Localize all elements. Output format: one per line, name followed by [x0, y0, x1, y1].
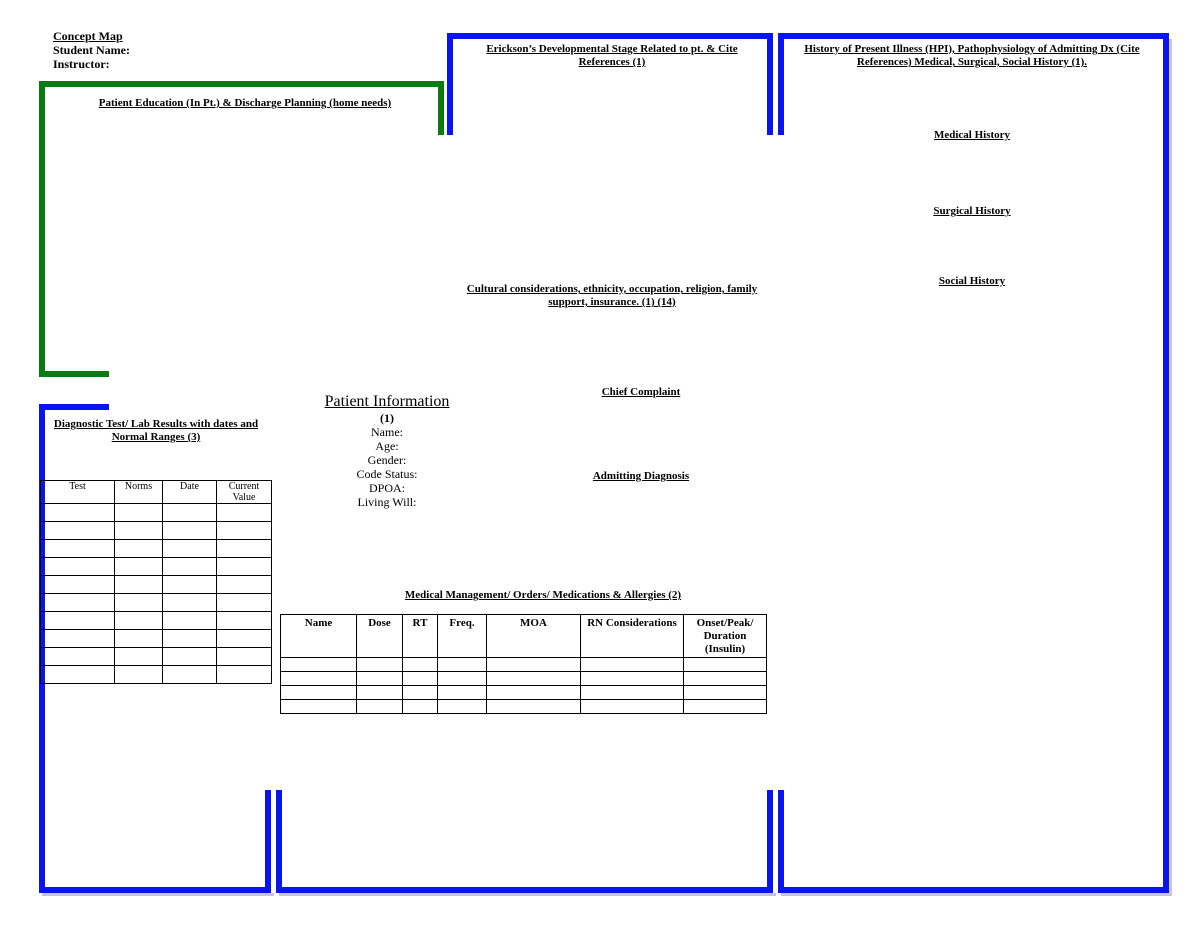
lab-table-cell[interactable]: [41, 594, 115, 612]
frame-top-middle-right: [767, 33, 773, 135]
lab-table-cell[interactable]: [217, 648, 272, 666]
lab-table-cell[interactable]: [163, 504, 217, 522]
lab-table-cell[interactable]: [217, 540, 272, 558]
lab-table-cell[interactable]: [163, 576, 217, 594]
med-table-cell[interactable]: [438, 700, 487, 714]
med-table-cell[interactable]: [581, 672, 684, 686]
frame-green-bottom: [39, 371, 109, 377]
document-header: [53, 29, 130, 71]
med-table-cell[interactable]: [403, 658, 438, 672]
lab-table-cell[interactable]: [163, 630, 217, 648]
lab-table-row: [41, 666, 272, 684]
med-table-cell[interactable]: [281, 658, 357, 672]
med-table-cell[interactable]: [487, 658, 581, 672]
lab-table-cell[interactable]: [115, 504, 163, 522]
med-table-cell[interactable]: [357, 700, 403, 714]
lab-table-cell[interactable]: [115, 666, 163, 684]
lab-col-test: Test: [41, 481, 115, 504]
med-col-name: Name: [281, 615, 357, 658]
lab-table-cell[interactable]: [115, 522, 163, 540]
patient-code-status-label: Code Status:: [356, 467, 418, 481]
lab-table-cell[interactable]: [115, 630, 163, 648]
med-table-cell[interactable]: [581, 686, 684, 700]
patient-education-heading: Patient Education (In Pt.) & Discharge Planning (home needs): [98, 97, 392, 109]
medication-table: [280, 614, 767, 714]
chief-complaint-heading: Chief Complaint: [601, 386, 681, 398]
lab-table-cell[interactable]: [115, 594, 163, 612]
med-table-cell[interactable]: [438, 672, 487, 686]
frame-right-left-lower: [778, 790, 784, 893]
lab-table-row: [41, 576, 272, 594]
patient-age-label: Age:: [375, 439, 399, 453]
frame-right-bottom-shadow: [781, 893, 1172, 896]
frame-left-bottom-shadow: [42, 893, 274, 896]
frame-right-right-shadow: [1169, 39, 1172, 896]
admitting-diagnosis-heading: Admitting Diagnosis: [592, 470, 690, 482]
lab-table-row: [41, 504, 272, 522]
patient-name-label: Name:: [371, 425, 403, 439]
med-table-cell[interactable]: [684, 658, 767, 672]
med-table-cell[interactable]: [357, 686, 403, 700]
med-col-frequency: Freq.: [438, 615, 487, 658]
med-table-cell[interactable]: [281, 672, 357, 686]
frame-left-right: [265, 790, 271, 893]
patient-gender-label: Gender:: [367, 453, 407, 467]
med-table-cell[interactable]: [684, 686, 767, 700]
med-table-cell[interactable]: [684, 672, 767, 686]
diagnostic-tests-heading: Diagnostic Test/ Lab Results with dates and Normal Ranges (3): [53, 418, 259, 443]
med-col-onset-peak-duration: Onset/Peak/ Duration (Insulin): [684, 615, 767, 658]
frame-green-top: [39, 81, 444, 87]
med-col-rn-considerations: RN Considerations: [581, 615, 684, 658]
erickson-heading: Erickson’s Developmental Stage Related to pt. & Cite References (1): [486, 43, 738, 68]
lab-table-cell[interactable]: [217, 630, 272, 648]
med-table-header-row: [281, 615, 767, 658]
lab-table-cell[interactable]: [217, 666, 272, 684]
patient-info-fields: [330, 411, 444, 509]
lab-table-cell[interactable]: [115, 540, 163, 558]
surgical-history-heading: Surgical History: [933, 205, 1011, 217]
lab-table-cell[interactable]: [41, 540, 115, 558]
med-table-cell[interactable]: [281, 686, 357, 700]
lab-table-cell[interactable]: [217, 504, 272, 522]
lab-table-header-row: [41, 481, 272, 504]
lab-table-body: [41, 504, 272, 684]
lab-table-cell[interactable]: [163, 522, 217, 540]
lab-table-cell[interactable]: [163, 612, 217, 630]
med-table-cell[interactable]: [581, 700, 684, 714]
social-history-heading: Social History: [938, 275, 1006, 287]
lab-table-cell[interactable]: [217, 612, 272, 630]
lab-table-row: [41, 594, 272, 612]
med-table-cell[interactable]: [438, 658, 487, 672]
lab-table-cell[interactable]: [41, 612, 115, 630]
med-table-cell[interactable]: [403, 672, 438, 686]
med-col-route: RT: [403, 615, 438, 658]
med-table-row: [281, 700, 767, 714]
lab-col-date: Date: [163, 481, 217, 504]
med-table-cell[interactable]: [403, 700, 438, 714]
lab-table-cell[interactable]: [217, 576, 272, 594]
med-table-cell[interactable]: [357, 658, 403, 672]
frame-left-top: [39, 404, 109, 410]
lab-table-row: [41, 540, 272, 558]
frame-middle-right: [767, 790, 773, 893]
hpi-heading: History of Present Illness (HPI), Pathophysiology of Admitting Dx (Cite References) Medical, Surgical, Social History (1).: [804, 43, 1140, 68]
lab-table-cell[interactable]: [217, 558, 272, 576]
med-table-cell[interactable]: [487, 686, 581, 700]
lab-table-cell[interactable]: [41, 504, 115, 522]
med-table-row: [281, 672, 767, 686]
med-table-body: [281, 658, 767, 714]
med-table-cell[interactable]: [684, 700, 767, 714]
med-table-cell[interactable]: [357, 672, 403, 686]
med-table-row: [281, 658, 767, 672]
lab-col-norms: Norms: [115, 481, 163, 504]
lab-table-cell[interactable]: [163, 558, 217, 576]
lab-table-cell[interactable]: [115, 576, 163, 594]
med-table-cell[interactable]: [487, 672, 581, 686]
instructor-label: Instructor:: [53, 57, 110, 71]
med-table-cell[interactable]: [581, 658, 684, 672]
lab-table-row: [41, 648, 272, 666]
patient-living-will-label: Living Will:: [357, 495, 417, 509]
document-title: Concept Map: [53, 29, 123, 43]
med-table-cell[interactable]: [438, 686, 487, 700]
frame-top-middle-left: [447, 33, 453, 135]
lab-table-cell[interactable]: [217, 594, 272, 612]
frame-right-left-upper: [778, 33, 784, 135]
lab-table-cell[interactable]: [41, 648, 115, 666]
lab-table-row: [41, 630, 272, 648]
lab-table-cell[interactable]: [41, 630, 115, 648]
lab-table-cell[interactable]: [163, 666, 217, 684]
frame-green-right: [438, 81, 444, 135]
med-col-dose: Dose: [357, 615, 403, 658]
frame-middle-left: [276, 790, 282, 893]
lab-col-current-value: Current Value: [217, 481, 272, 504]
med-table-cell[interactable]: [487, 700, 581, 714]
med-table-cell[interactable]: [281, 700, 357, 714]
lab-table-cell[interactable]: [41, 522, 115, 540]
patient-info-number: (1): [380, 411, 394, 425]
lab-table-row: [41, 522, 272, 540]
lab-results-table: [40, 480, 272, 684]
lab-table-row: [41, 558, 272, 576]
lab-table-row: [41, 612, 272, 630]
lab-table-cell[interactable]: [115, 558, 163, 576]
med-table-row: [281, 686, 767, 700]
lab-table-cell[interactable]: [217, 522, 272, 540]
lab-table-cell[interactable]: [163, 594, 217, 612]
patient-dpoa-label: DPOA:: [368, 481, 405, 495]
lab-table-cell[interactable]: [41, 558, 115, 576]
patient-info-title: Patient Information: [324, 393, 450, 410]
med-table-cell[interactable]: [403, 686, 438, 700]
lab-table-cell[interactable]: [115, 648, 163, 666]
frame-green-left: [39, 81, 45, 377]
frame-right-top: [778, 33, 1169, 39]
frame-middle-bottom-shadow: [279, 893, 776, 896]
medical-management-heading: Medical Management/ Orders/ Medications & Allergies (2): [404, 589, 682, 601]
lab-table-cell[interactable]: [41, 576, 115, 594]
medical-history-heading: Medical History: [933, 129, 1011, 141]
frame-top-middle-top: [447, 33, 773, 39]
med-col-moa: MOA: [487, 615, 581, 658]
lab-table-cell[interactable]: [41, 666, 115, 684]
student-name-label: Student Name:: [53, 43, 130, 57]
lab-table-cell[interactable]: [115, 612, 163, 630]
cultural-considerations-heading: Cultural considerations, ethnicity, occupation, religion, family support, insurance. (1) (14): [466, 283, 758, 308]
lab-table-cell[interactable]: [163, 648, 217, 666]
lab-table-cell[interactable]: [163, 540, 217, 558]
